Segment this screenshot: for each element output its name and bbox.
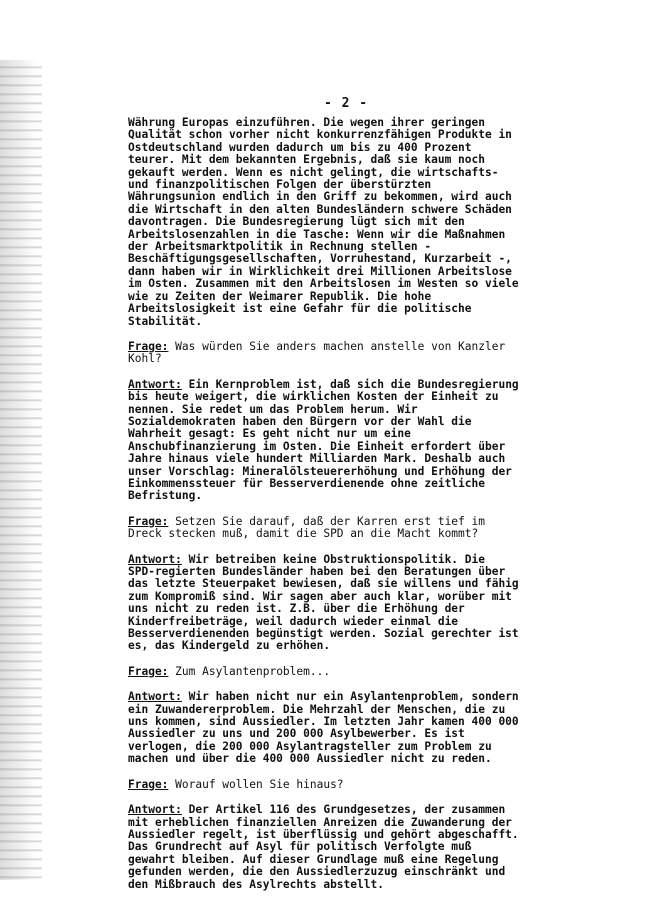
text-line (128, 666, 540, 678)
text-line: Wahrheit gesagt: Es geht nicht nur um eine (128, 427, 411, 441)
text-line: Besserverdienenden begünstigt werden. Sozial gerechter ist (128, 627, 519, 641)
antwort-paragraph (128, 554, 540, 653)
frage-paragraph (128, 516, 540, 541)
text-line: Stabilität. (128, 314, 203, 328)
text-line: Aussiedler regelt, ist überflüssig und gehört abgeschafft. (128, 827, 519, 841)
text-line: Sozialdemokraten haben den Bürgern vor der Wahl die (128, 414, 472, 428)
text-line: verlogen, die 200 000 Asylantragsteller zum Problem zu (128, 739, 492, 753)
text-line (128, 691, 540, 703)
text-line: mit erheblichen finanziellen Anreizen die Zuwanderung der (128, 815, 512, 829)
text-line: Qualität schon vorher nicht konkurrenzfähigen Produkte in (128, 128, 512, 142)
text-line: SPD-regierten Bundesländer haben bei den Beratungen über (128, 565, 506, 578)
text-line: teurer. Mit dem bekannten Ergebnis, daß sie kaum noch (128, 153, 485, 167)
frage-label: Frage: (128, 664, 169, 678)
antwort-paragraph (128, 691, 540, 765)
line-text: Ein Kernproblem ist, daß sich die Bundesregierung (181, 377, 519, 391)
text-line: Arbeitslosenzahlen in die Tasche: Wenn wir die Maßnahmen (128, 227, 506, 241)
antwort-label: Antwort: (128, 377, 182, 391)
text-line: Arbeitslosigkeit ist eine Gefahr für die politische (128, 302, 472, 316)
text-line: wie zu Zeiten der Weimarer Republik. Die hohe (128, 289, 432, 303)
document-body (128, 117, 540, 891)
text-line: den Mißbrauch des Asylrechts abstellt. (128, 877, 384, 891)
text-line: im Osten. Zusammen mit den Arbeitslosen im Westen so viele (128, 277, 519, 291)
scan-margin-artifact (0, 60, 42, 880)
line-text: Was würden Sie anders machen anstelle von Kanzler (168, 339, 506, 353)
line-text: Zum Asylantenproblem... (168, 664, 331, 678)
text-line: und finanzpolitischen Folgen der überstürzten (128, 178, 432, 192)
line-text: Wir haben nicht nur ein Asylantenproblem, sondern (181, 690, 519, 704)
line-text: Wir betreiben keine Obstruktionspolitik. Die (181, 552, 485, 566)
body-paragraph (128, 117, 540, 328)
text-line: die Wirtschaft in den alten Bundesländern schwere Schäden (128, 202, 512, 216)
antwort-label: Antwort: (128, 690, 182, 704)
antwort-paragraph (128, 804, 540, 891)
antwort-label: Antwort: (128, 803, 182, 817)
text-line: unser Vorschlag: Mineralölsteuererhöhung und Erhöhung der (128, 464, 512, 478)
text-line (128, 341, 540, 353)
text-line: Beschäftigungsgesellschaften, Vorruhestand, Kurzarbeit -, (128, 252, 512, 266)
text-line (128, 804, 540, 816)
text-line: Kinderfreibeträge, weil dadurch wieder einmal die (128, 614, 459, 628)
text-line (128, 779, 540, 791)
text-line: gekauft werden. Wenn es nicht gelingt, die wirtschafts- (128, 165, 499, 179)
frage-label: Frage: (128, 514, 169, 528)
text-line: gewahrt bleiben. Auf dieser Grundlage muß eine Regelung (128, 852, 499, 866)
page-number: - 2 - (324, 96, 369, 111)
line-text: Der Artikel 116 des Grundgesetzes, der zusammen (181, 803, 506, 817)
text-line: Kohl? (128, 352, 162, 366)
text-line: Einkommenssteuer für Besserverdienende ohne zeitliche (128, 476, 485, 490)
text-line: davontragen. Die Bundesregierung lügt sich mit den (128, 215, 465, 229)
antwort-label: Antwort: (128, 552, 182, 566)
text-line: machen und über die 400 000 Aussiedler nicht zu reden. (128, 752, 492, 766)
text-line: gefunden werden, die den Aussiedlerzuzug einschränkt und (128, 865, 506, 879)
frage-paragraph (128, 341, 540, 366)
text-line: bis heute weigert, die wirklichen Kosten der Einheit zu (128, 390, 499, 404)
line-text: Worauf wollen Sie hinaus? (168, 777, 344, 791)
text-line: uns kommen, sind Aussiedler. Im letzten Jahr kamen 400 000 (128, 715, 519, 729)
line-text: Setzen Sie darauf, daß der Karren erst tief im (168, 514, 485, 528)
frage-paragraph (128, 779, 540, 791)
frage-label: Frage: (128, 777, 169, 791)
text-line: uns nicht zu reden ist. Z.B. über die Erhöhung der (128, 602, 465, 616)
text-line: Anschubfinanzierung im Osten. Die Einheit erfordert über (128, 439, 506, 453)
text-line: das letzte Steuerpaket bewiesen, daß sie willens und fähig (128, 577, 519, 591)
text-line: dann haben wir in Wirklichkeit drei Millionen Arbeitslose (128, 264, 512, 278)
text-line: Dreck stecken muß, damit die SPD an die Macht kommt? (128, 527, 479, 541)
text-line: Befristung. (128, 489, 203, 503)
text-line: Aussiedler zu uns und 200 000 Asylbewerber. Es ist (128, 727, 465, 741)
text-line: Jahre hinaus viele hundert Milliarden Mark. Deshalb auch (128, 452, 506, 466)
text-line: es, das Kindergeld zu erhöhen. (128, 639, 331, 653)
antwort-paragraph (128, 379, 540, 503)
text-line: Ostdeutschland wurden dadurch um bis zu 400 Prozent (128, 140, 472, 154)
text-line: Währung Europas einzuführen. Die wegen ihrer geringen (128, 116, 485, 129)
text-line: der Arbeitsmarktpolitik in Rechnung stellen - (128, 240, 432, 254)
frage-label: Frage: (128, 339, 169, 353)
text-line: zum Kompromiß sind. Wir sagen aber auch klar, worüber mit (128, 589, 512, 603)
text-line: Das Grundrecht auf Asyl für politisch Verfolgte muß (128, 840, 472, 854)
text-line: ein Zuwandererproblem. Die Mehrzahl der Menschen, die zu (128, 702, 506, 716)
frage-paragraph (128, 666, 540, 678)
text-line: nennen. Sie redet um das Problem herum. Wir (128, 402, 418, 416)
text-line: Währungsunion endlich in den Griff zu bekommen, wird auch (128, 190, 512, 204)
